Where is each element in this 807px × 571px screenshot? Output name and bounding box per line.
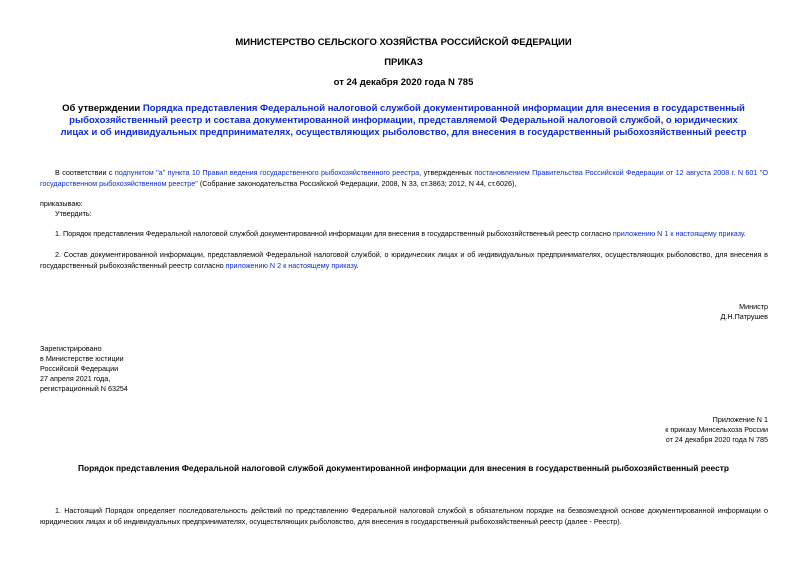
title-prefix: Об утверждении <box>62 103 143 114</box>
preamble-text-2: , утвержденных <box>419 168 475 177</box>
appendix-line-2: к приказу Минсельхоза России <box>665 425 768 434</box>
item-2-link[interactable]: приложению N 2 к настоящему приказу <box>225 260 357 270</box>
registration-line-1: Зарегистрировано <box>40 344 102 353</box>
registration-line-5: регистрационный N 63254 <box>40 384 128 393</box>
preamble-text-3: (Собрание законодательства Российской Федерации, 2008, N 33, ст.3863; 2012, N 44, ст.6026), <box>197 178 517 188</box>
registration-line-4: 27 апреля 2021 года, <box>40 374 111 383</box>
signature-name: Д.Н.Патрушев <box>720 312 768 321</box>
item-2 <box>40 250 768 271</box>
item-1-link[interactable]: приложению N 1 к настоящему приказу <box>612 229 744 238</box>
item-1-text: 1. Порядок представления Федеральной налоговой службой документированной информации для внесения в государственный рыбохозяйственный реестр согласно <box>55 229 613 238</box>
preamble-text-1: В соответствии с <box>55 168 115 177</box>
registration-line-2: в Министерстве юстиции <box>40 354 124 363</box>
item-1 <box>55 229 768 240</box>
document-title <box>60 103 747 139</box>
section-title: Порядок представления Федеральной налоговой службой документированной информации для внесения в государственный рыбохозяйственный реестр <box>78 463 729 473</box>
section-paragraph-1: 1. Настоящий Порядок определяет последовательность действий по представлению Федеральной налоговой службой в обязательном порядке на безвозмездной основе документированной информации о юридических лицах и об индивидуальных предпринимателях, осуществляющих рыболовство, для внесения в государственный рыбохозяйственный реестр (далее - Реестр). <box>40 506 768 526</box>
appendix-line-3: от 24 декабря 2020 года N 785 <box>665 435 768 444</box>
item-2-end: . <box>356 260 359 270</box>
preamble-paragraph <box>40 168 768 189</box>
appendix-line-1: Приложение N 1 <box>712 415 768 424</box>
approve-word: Утвердить: <box>55 209 92 218</box>
item-2-text: 2. Состав документированной информации, представляемой Федеральной налоговой службой, о юридических лицах и об индивидуальных предпринимателях, осуществляющих рыболовство, для внесения в государственный рыбохозяйственный реестр согласно <box>40 250 768 270</box>
document-type-heading: ПРИКАЗ <box>384 57 423 68</box>
date-number-heading: от 24 декабря 2020 года N 785 <box>333 77 474 88</box>
item-1-end: . <box>743 229 746 238</box>
title-link[interactable]: Порядка представления Федеральной налоговой службой документированной информации для внесения в государственный рыбохозяйственный реестр и состава документированной информации, представляемой Федеральной налоговой службой, о юридических лицах и об индивидуальных предпринимателях, осуществляющих рыболовство, для внесения в государственный рыбохозяйственный реестр <box>60 103 747 138</box>
signature-position: Министр <box>739 302 768 311</box>
order-word: приказываю: <box>40 199 83 208</box>
preamble-link-rules[interactable]: подпунктом "а" пункта 10 Правил ведения государственного рыбохозяйственного реестра <box>114 168 420 177</box>
registration-line-3: Российской Федерации <box>40 364 119 373</box>
ministry-heading: МИНИСТЕРСТВО СЕЛЬСКОГО ХОЗЯЙСТВА РОССИЙСКОЙ ФЕДЕРАЦИИ <box>235 37 572 48</box>
preamble-link-resolution[interactable]: постановлением Правительства Российской Федерации от 12 августа 2008 г. N 601 "О государственном рыбохозяйственном реестре" <box>40 168 768 188</box>
